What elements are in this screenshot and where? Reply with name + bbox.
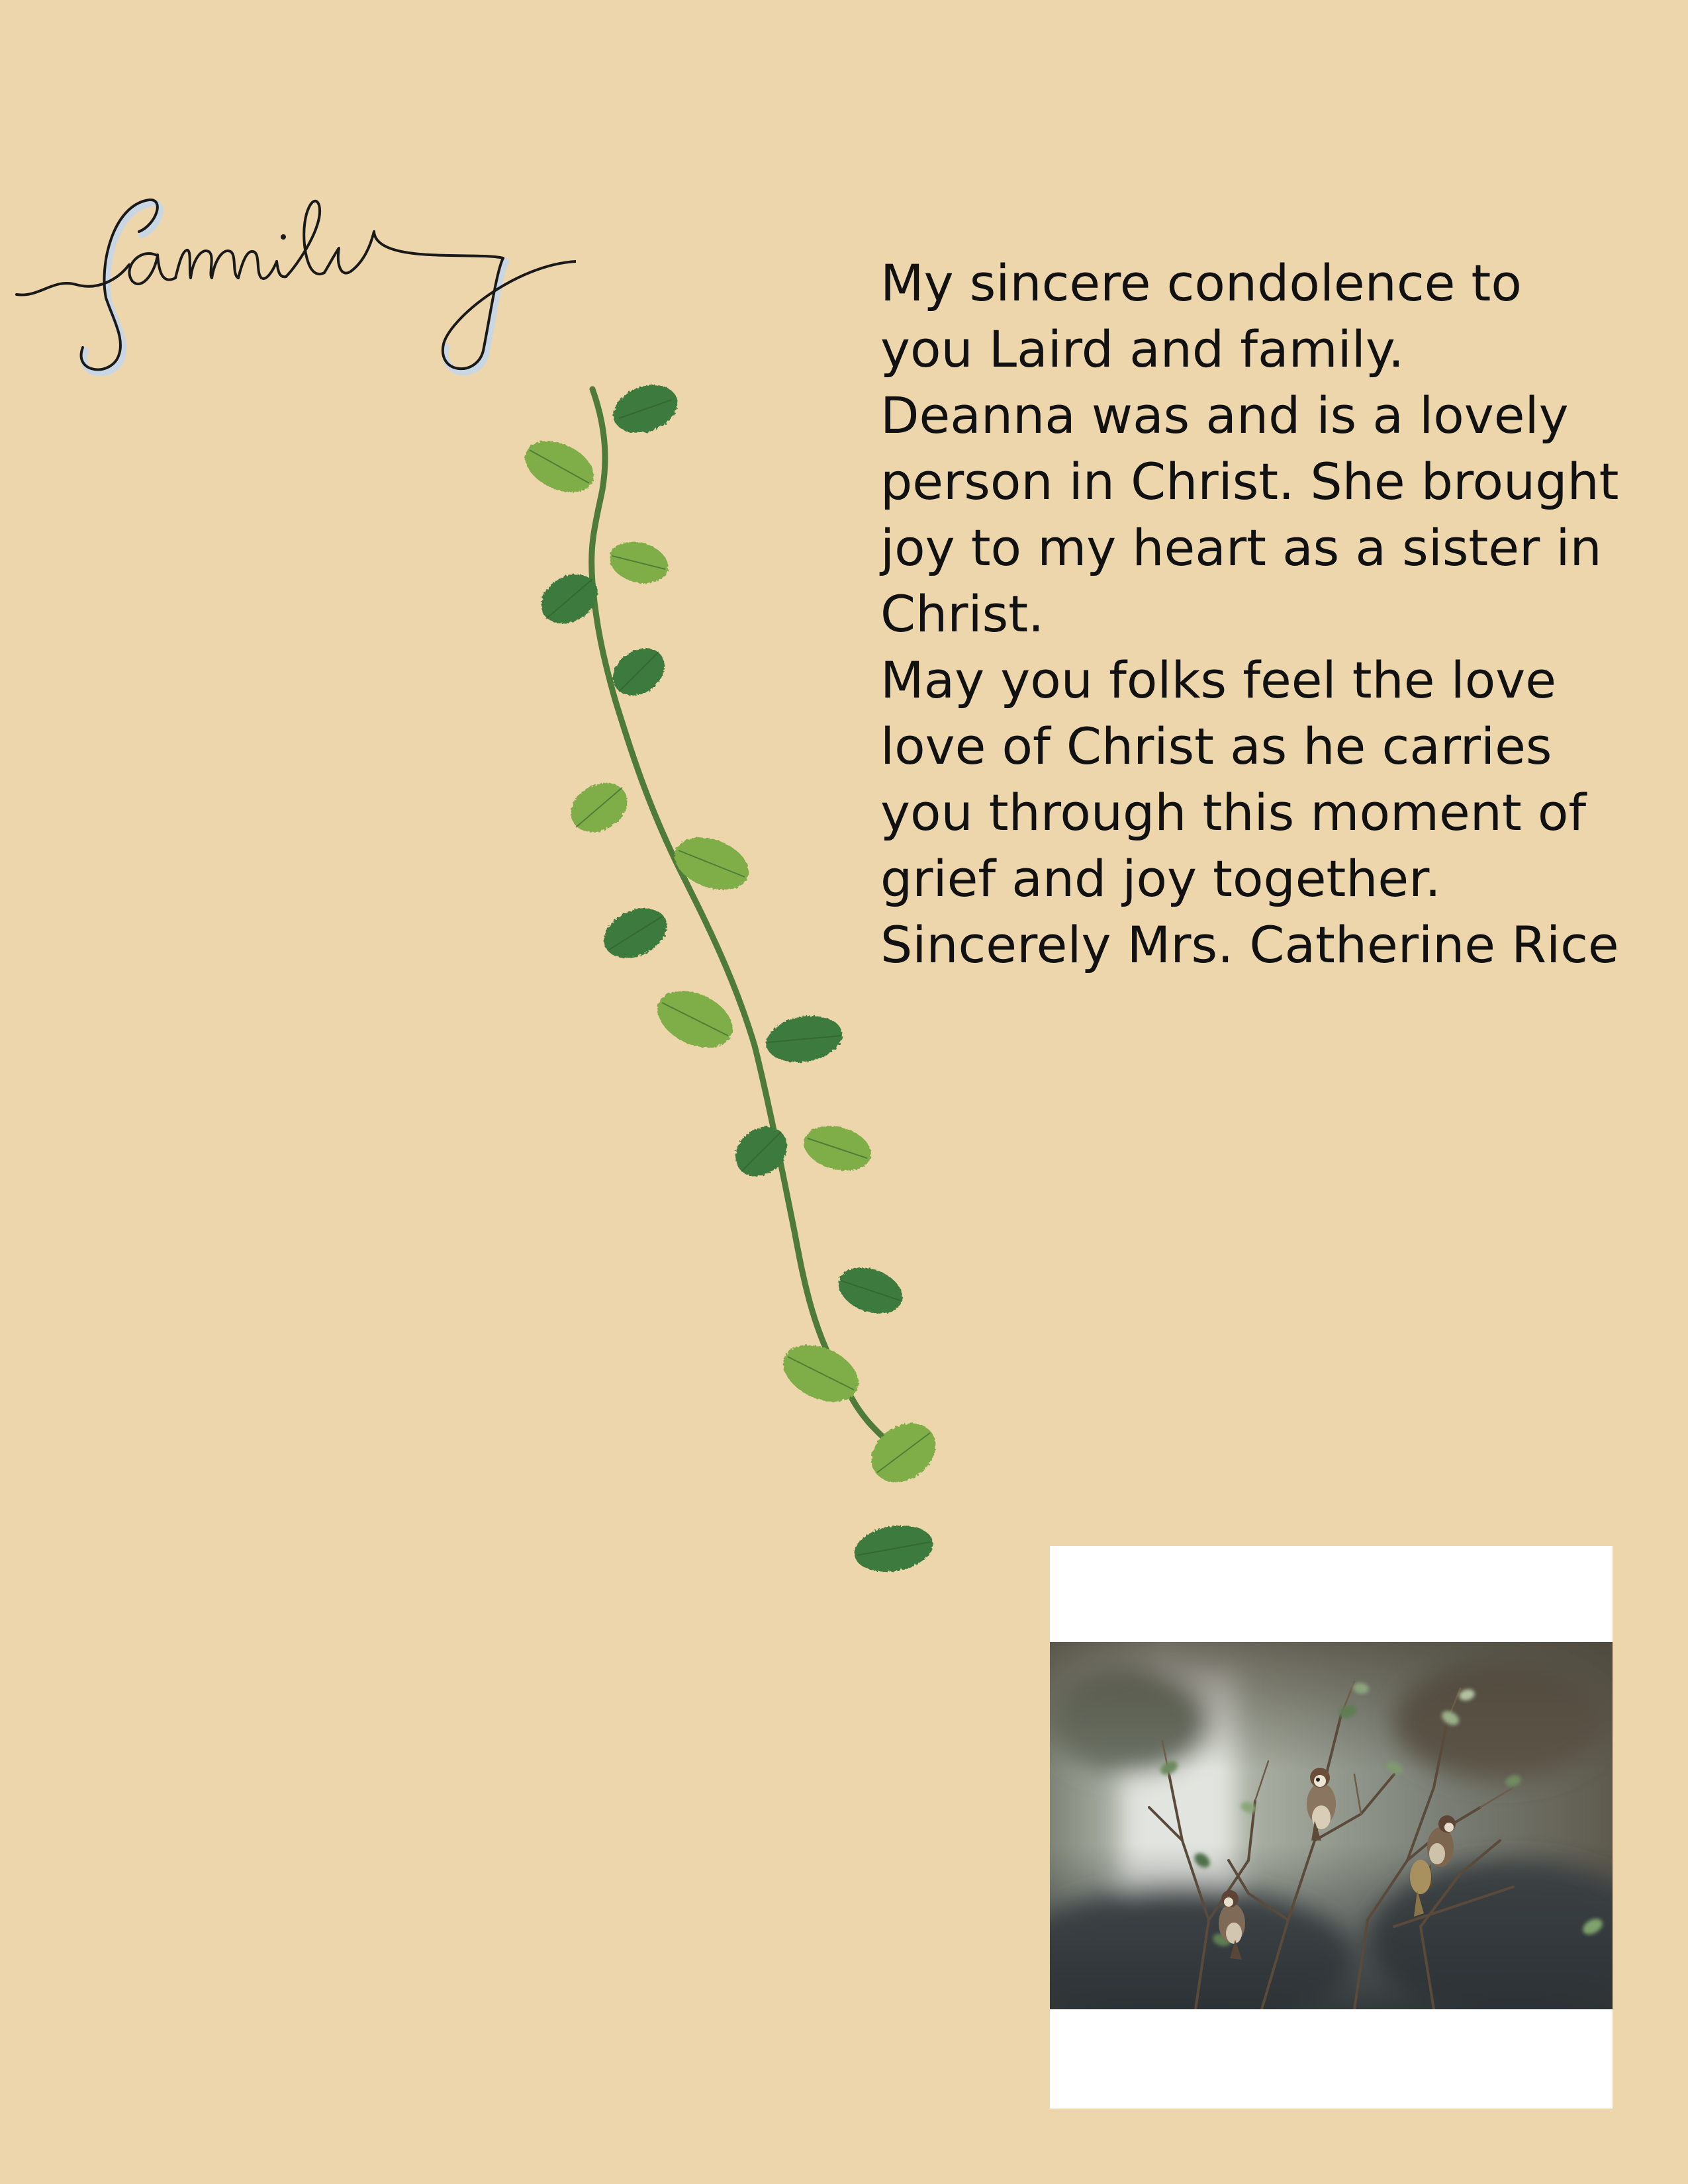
condolence-message	[880, 250, 1662, 978]
message-line: you through this moment of	[880, 783, 1587, 842]
message-line: love of Christ as he carries	[880, 717, 1552, 776]
message-line: Sincerely Mrs. Catherine Rice	[880, 915, 1619, 974]
message-line: joy to my heart as a sister in	[880, 518, 1602, 577]
message-line: you Laird and family.	[880, 320, 1405, 379]
sparrows-image	[1050, 1642, 1613, 2009]
message-line: Christ.	[880, 584, 1045, 643]
message-line: My sincere condolence to	[880, 253, 1522, 312]
family-handwriting	[13, 185, 576, 397]
message-line: person in Christ. She brought	[880, 452, 1619, 511]
sparrows-photo	[1050, 1642, 1613, 2009]
photo-frame	[1050, 1546, 1613, 2109]
message-line: May you folks feel the love	[880, 651, 1556, 709]
message-line: grief and joy together.	[880, 849, 1441, 908]
family-script-title	[13, 185, 576, 397]
message-line: Deanna was and is a lovely	[880, 386, 1569, 445]
